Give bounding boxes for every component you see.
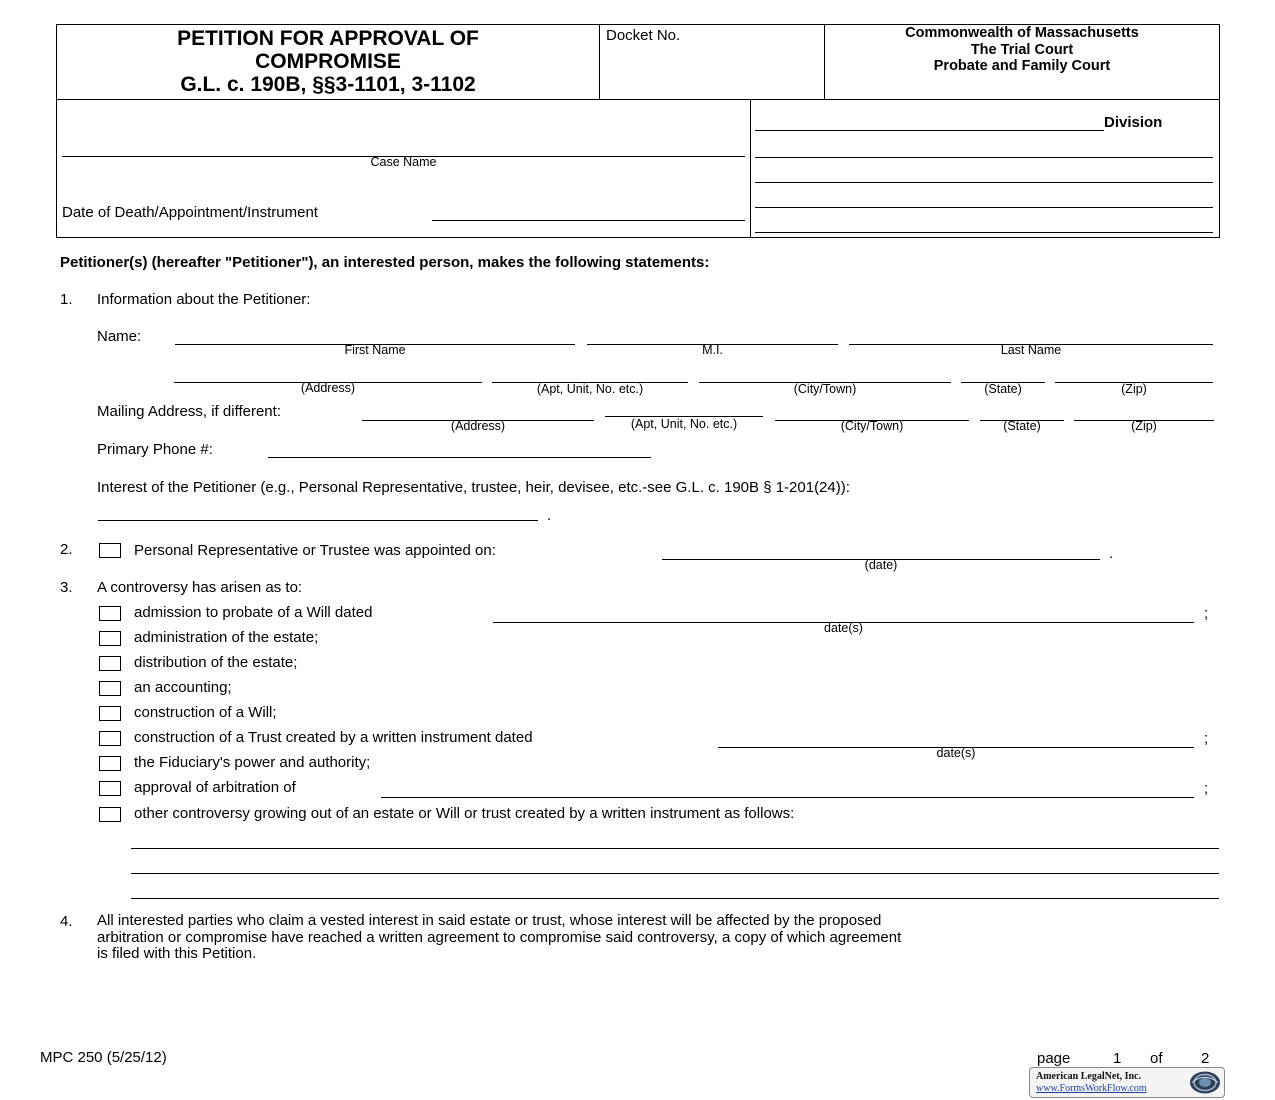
mailing-state-caption: (State) — [1003, 419, 1041, 433]
header-divider-v3 — [750, 100, 751, 237]
section-4-line-2: arbitration or compromise have reached a written agreement to compromise said controversy, a copy of which agreement — [97, 928, 902, 946]
date-of-death-label: Date of Death/Appointment/Instrument — [62, 204, 318, 221]
administration-label: administration of the estate; — [134, 629, 319, 646]
brand-badge[interactable] — [1029, 1067, 1225, 1098]
appointed-checkbox[interactable] — [99, 543, 121, 558]
apt-caption: (Apt, Unit, No. etc.) — [536, 382, 644, 396]
accounting-checkbox[interactable] — [99, 681, 121, 696]
arbitration-checkbox[interactable] — [99, 781, 121, 796]
court-line-2: The Trial Court — [970, 41, 1074, 58]
arbitration-semicolon: ; — [1204, 780, 1209, 797]
brand-url[interactable]: www.FormsWorkFlow.com — [1036, 1083, 1147, 1094]
arbitration-field[interactable] — [381, 797, 1194, 798]
mailing-apt-caption: (Apt, Unit, No. etc.) — [630, 417, 738, 431]
phone-field[interactable] — [268, 457, 651, 458]
mailing-zip-caption: (Zip) — [1131, 419, 1157, 433]
page-label: page — [1037, 1050, 1071, 1067]
administration-checkbox[interactable] — [99, 631, 121, 646]
division-line-5[interactable] — [755, 232, 1213, 233]
page-number: 1 — [1113, 1050, 1122, 1067]
mailing-address-label: Mailing Address, if different: — [97, 403, 281, 420]
name-label: Name: — [97, 328, 142, 345]
trust-construction-checkbox[interactable] — [99, 731, 121, 746]
interest-label: Interest of the Petitioner (e.g., Personal Representative, trustee, heir, devisee, etc.-see G.L. c. 190B § 1-201(24)): — [97, 479, 850, 496]
fiduciary-power-label: the Fiduciary's power and authority; — [134, 754, 371, 771]
section-2-number: 2. — [60, 541, 73, 558]
distribution-checkbox[interactable] — [99, 656, 121, 671]
division-line-4[interactable] — [755, 207, 1213, 208]
fiduciary-power-checkbox[interactable] — [99, 756, 121, 771]
section-3-number: 3. — [60, 579, 73, 596]
date-of-death-field[interactable] — [432, 220, 745, 221]
interest-field[interactable] — [98, 520, 538, 521]
section-1-number: 1. — [60, 291, 73, 308]
will-probate-label: admission to probate of a Will dated — [134, 604, 373, 621]
section-3-title: A controversy has arisen as to: — [97, 579, 303, 596]
trust-construction-label: construction of a Trust created by a written instrument dated — [134, 729, 533, 746]
globe-icon — [1188, 1070, 1222, 1095]
arbitration-label: approval of arbitration of — [134, 779, 296, 796]
other-controversy-line-1[interactable] — [131, 848, 1219, 849]
header-divider-h — [56, 99, 1219, 100]
will-construction-checkbox[interactable] — [99, 706, 121, 721]
form-id: MPC 250 (5/25/12) — [40, 1049, 167, 1066]
division-field[interactable] — [755, 130, 1104, 131]
other-controversy-checkbox[interactable] — [99, 807, 121, 822]
distribution-label: distribution of the estate; — [134, 654, 298, 671]
header-divider-v1 — [599, 24, 600, 100]
court-line-1: Commonwealth of Massachusetts — [905, 25, 1139, 41]
other-controversy-line-3[interactable] — [131, 898, 1219, 899]
city-caption: (City/Town) — [793, 382, 857, 396]
middle-initial-caption: M.I. — [702, 343, 723, 357]
zip-caption: (Zip) — [1121, 382, 1147, 396]
section-4-line-3: is filed with this Petition. — [97, 945, 257, 962]
other-controversy-line-2[interactable] — [131, 873, 1219, 874]
case-name-caption: Case Name — [370, 155, 437, 169]
trust-date-caption: date(s) — [936, 746, 976, 760]
phone-label: Primary Phone #: — [97, 441, 213, 458]
address-caption: (Address) — [300, 381, 356, 395]
court-name — [826, 25, 1218, 75]
section-4-number: 4. — [60, 913, 73, 930]
mailing-city-caption: (City/Town) — [840, 419, 904, 433]
form-title — [58, 27, 598, 96]
appointed-date-caption: (date) — [864, 558, 898, 572]
section-4-line-1: All interested parties who claim a vested interest in said estate or trust, whose interest will be affected by the proposed — [97, 912, 882, 929]
court-line-3: Probate and Family Court — [933, 58, 1111, 74]
division-line-3[interactable] — [755, 182, 1213, 183]
page-total: 2 — [1201, 1050, 1210, 1067]
will-date-caption: date(s) — [824, 621, 863, 635]
interest-period: . — [547, 507, 552, 524]
will-probate-checkbox[interactable] — [99, 606, 121, 621]
accounting-label: an accounting; — [134, 679, 232, 696]
appointed-label: Personal Representative or Trustee was appointed on: — [134, 542, 496, 559]
title-line-3: G.L. c. 190B, §§3-1101, 3-1102 — [180, 73, 476, 96]
title-line-2: COMPROMISE — [255, 50, 401, 73]
other-controversy-label: other controversy growing out of an estate or Will or trust created by a written instrument as follows: — [134, 805, 795, 822]
division-label: Division — [1104, 114, 1163, 131]
first-name-caption: First Name — [344, 343, 406, 357]
header-divider-v2 — [824, 24, 825, 100]
division-line-2[interactable] — [755, 157, 1213, 158]
state-caption: (State) — [984, 382, 1022, 396]
mailing-address-caption: (Address) — [450, 419, 506, 433]
of-label: of — [1150, 1050, 1163, 1067]
section-1-title: Information about the Petitioner: — [97, 291, 311, 308]
will-construction-label: construction of a Will; — [134, 704, 277, 721]
appointed-period: . — [1109, 545, 1114, 562]
last-name-caption: Last Name — [1000, 343, 1062, 357]
trust-semicolon: ; — [1204, 730, 1209, 747]
section-4-text — [97, 913, 1222, 963]
intro-statement: Petitioner(s) (hereafter "Petitioner"), an interested person, makes the following statements: — [60, 254, 710, 271]
title-line-1: PETITION FOR APPROVAL OF — [177, 27, 479, 50]
docket-label: Docket No. — [606, 27, 681, 44]
will-semicolon: ; — [1204, 605, 1209, 622]
brand-name: American LegalNet, Inc. — [1036, 1071, 1141, 1082]
